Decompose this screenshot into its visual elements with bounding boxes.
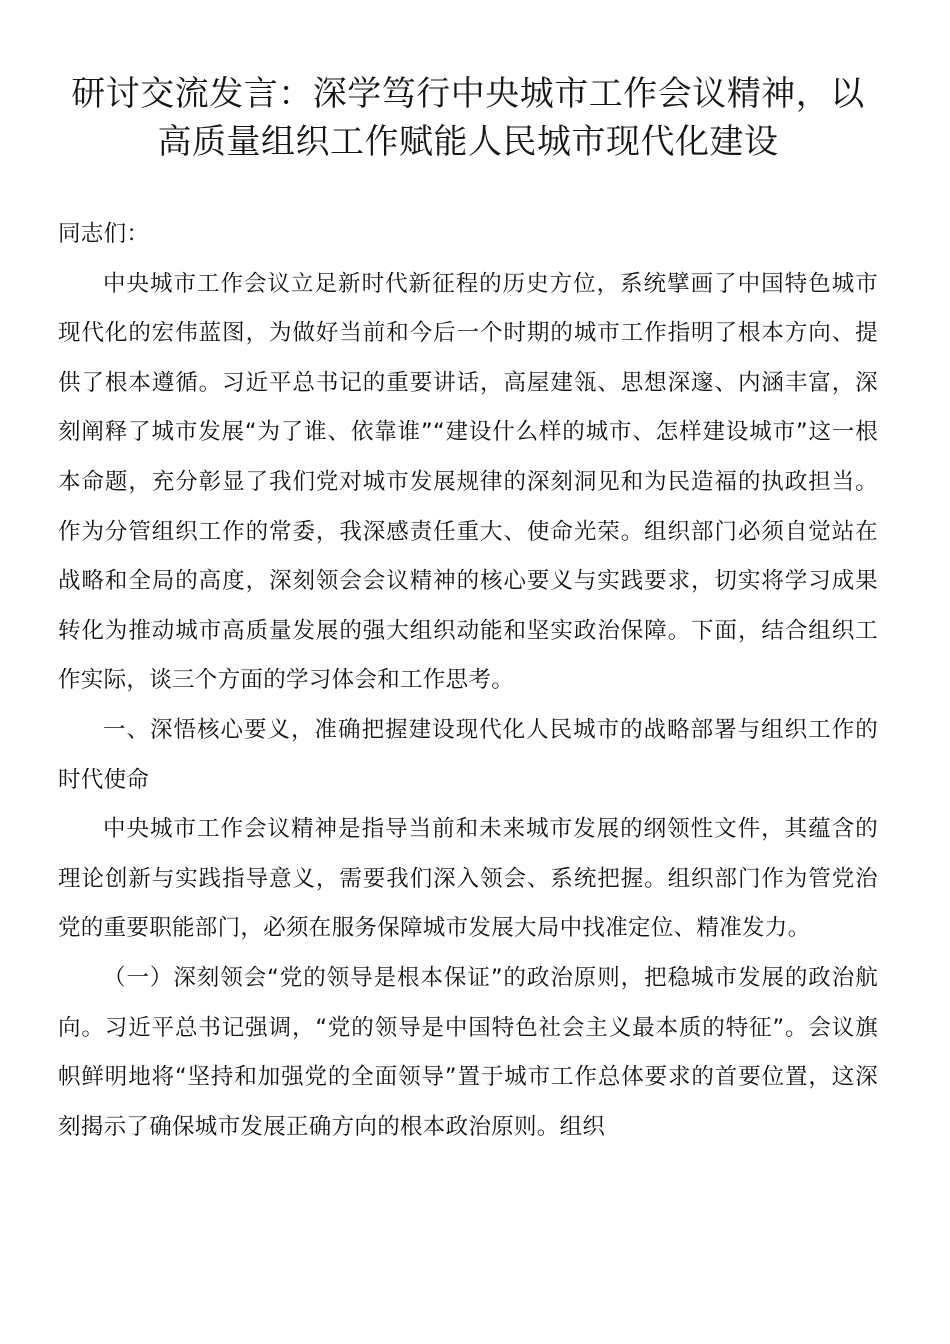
title-line-2: 高质量组织工作赋能人民城市现代化建设 [157,122,779,162]
title-line-1: 研讨交流发言：深学笃行中央城市工作会议精神，以 [71,74,865,114]
paragraph-section-1-intro: 中央城市工作会议精神是指导当前和未来城市发展的纲领性文件，其蕴含的理论创新与实践指导意义，需要我们深入领会、系统把握。组织部门作为管党治党的重要职能部门，必须在服务保障城市发展大局中找准定位、精准发力。 [58,816,878,942]
salutation: 同志们： [58,221,150,247]
paragraph-intro: 中央城市工作会议立足新时代新征程的历史方位，系统擘画了中国特色城市现代化的宏伟蓝图，为做好当前和今后一个时期的城市工作指明了根本方向、提供了根本遵循。习近平总书记的重要讲话，高屋建瓴、思想深邃、内涵丰富，深刻阐释了城市发展“为了谁、依靠谁”“建设什么样的城市、怎样建设城市”这一根本命题，充分彰显了我们党对城市发展规律的深刻洞见和为民造福的执政担当。作为分管组织工作的常委，我深感责任重大、使命光荣。组织部门必须自觉站在战略和全局的高度，深刻领会会议精神的核心要义与实践要求，切实将学习成果转化为推动城市高质量发展的强大组织动能和坚实政治保障。下面，结合组织工作实际，谈三个方面的学习体会和工作思考。 [58,270,878,694]
document-body [58,210,878,1152]
document-page [58,70,878,1152]
paragraph-subsection-1: （一）深刻领会“党的领导是根本保证”的政治原则，把稳城市发展的政治航向。习近平总书记强调，“党的领导是中国特色社会主义最本质的特征”。会议旗帜鲜明地将“坚持和加强党的全面领导”置于城市工作总体要求的首要位置，这深刻揭示了确保城市发展正确方向的根本政治原则。组织 [58,964,878,1140]
section-heading-1: 一、深悟核心要义，准确把握建设现代化人民城市的战略部署与组织工作的时代使命 [58,716,878,793]
document-title [58,70,878,166]
